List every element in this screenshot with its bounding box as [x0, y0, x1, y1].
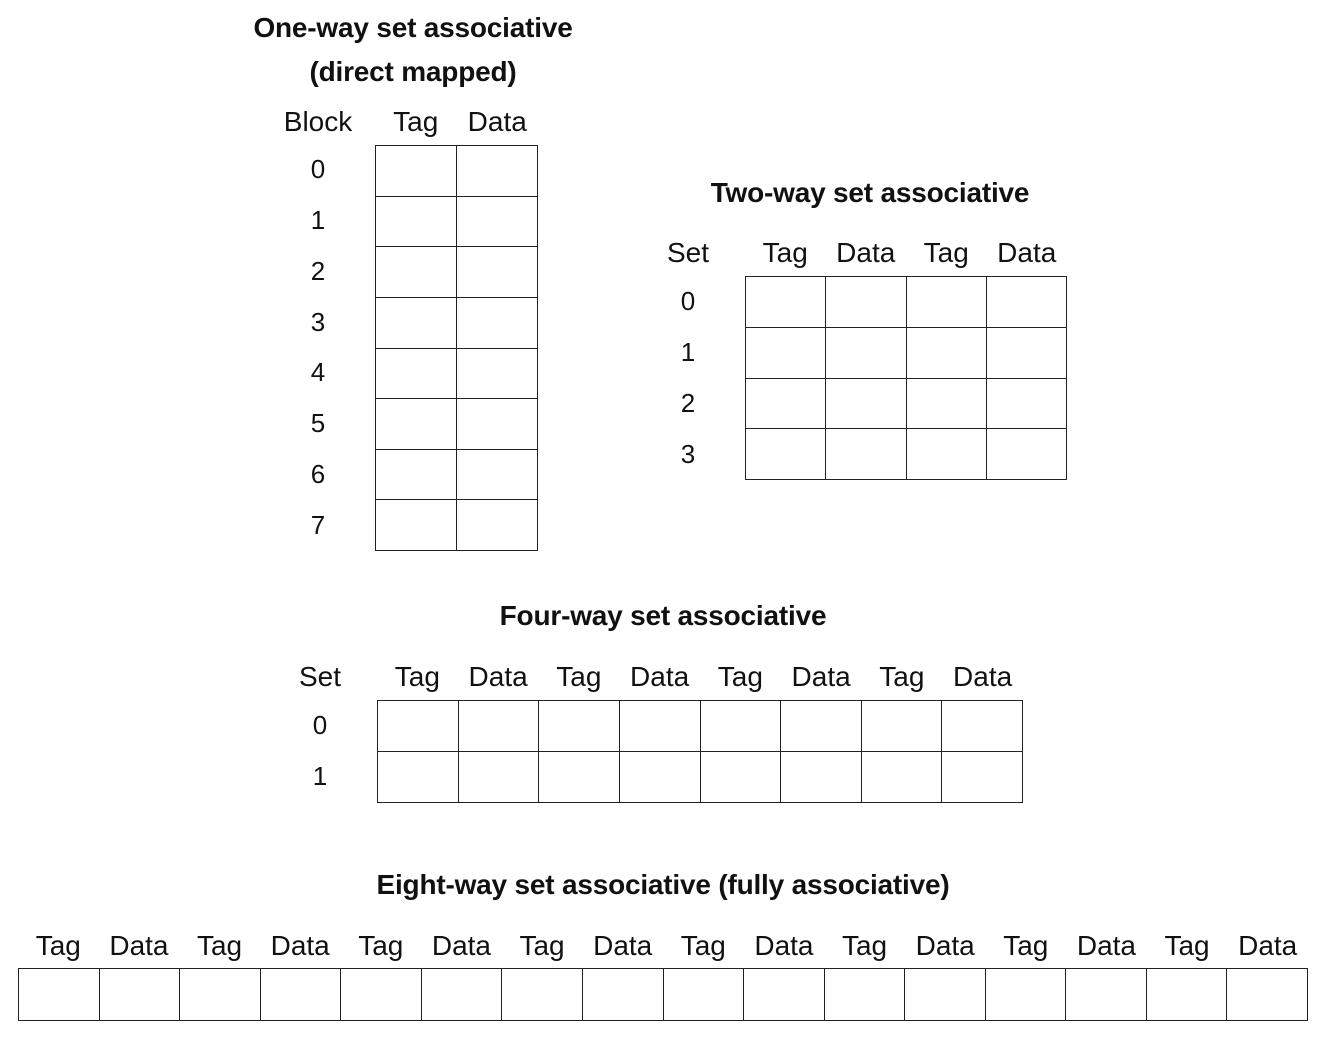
- two-way-row-header: Set: [666, 237, 710, 268]
- one-way-col-header-2: Data: [467, 106, 527, 137]
- two-way-title: Two-way set associative: [710, 177, 1030, 208]
- eight-way-data-cell: [744, 969, 825, 1021]
- four-way-row-label-0: 0: [312, 709, 328, 740]
- two-way-data-cell: [826, 429, 906, 480]
- eight-way-title: Eight-way set associative (fully associative): [376, 869, 950, 900]
- eight-way-col-header-9: Tag: [680, 930, 726, 961]
- four-way-col-header-5: Tag: [717, 661, 763, 692]
- four-way-tag-cell: [862, 752, 943, 803]
- two-way-row-label-2: 2: [680, 387, 696, 418]
- eight-way-data-cell: [1066, 969, 1147, 1021]
- eight-way-col-header-12: Data: [915, 930, 975, 961]
- four-way-col-header-7: Tag: [879, 661, 925, 692]
- eight-way-data-cell: [1227, 969, 1308, 1021]
- one-way-subtitle: (direct mapped): [309, 56, 517, 87]
- four-way-data-cell: [459, 701, 540, 752]
- one-way-row-label-7: 7: [310, 509, 326, 540]
- four-way-tag-cell: [378, 752, 459, 803]
- one-way-tag-cell: [376, 450, 457, 501]
- eight-way-col-header-11: Tag: [841, 930, 888, 961]
- four-way-data-cell: [942, 752, 1023, 803]
- four-way-data-cell: [620, 752, 701, 803]
- one-way-tag-cell: [376, 500, 457, 551]
- two-way-col-header-4: Data: [997, 237, 1057, 268]
- four-way-data-cell: [781, 752, 862, 803]
- eight-way-col-header-3: Tag: [196, 930, 243, 961]
- four-way-cache-table: [377, 700, 1023, 803]
- eight-way-col-header-2: Data: [109, 930, 169, 961]
- two-way-data-cell: [987, 328, 1067, 379]
- one-way-cache-table: [375, 145, 538, 551]
- eight-way-data-cell: [583, 969, 664, 1021]
- four-way-data-cell: [781, 701, 862, 752]
- one-way-data-cell: [457, 247, 538, 298]
- eight-way-tag-cell: [1147, 969, 1228, 1021]
- two-way-tag-cell: [746, 277, 826, 328]
- two-way-col-header-3: Tag: [923, 237, 969, 268]
- one-way-row-label-5: 5: [310, 408, 326, 439]
- four-way-col-header-8: Data: [953, 661, 1013, 692]
- four-way-tag-cell: [701, 701, 782, 752]
- eight-way-data-cell: [905, 969, 986, 1021]
- four-way-row-label-1: 1: [312, 761, 328, 792]
- one-way-data-cell: [457, 450, 538, 501]
- eight-way-col-header-13: Tag: [1003, 930, 1049, 961]
- one-way-row-label-0: 0: [310, 154, 326, 185]
- four-way-col-header-2: Data: [468, 661, 528, 692]
- eight-way-data-cell: [261, 969, 342, 1021]
- four-way-data-cell: [942, 701, 1023, 752]
- eight-way-col-header-7: Tag: [519, 930, 565, 961]
- one-way-data-cell: [457, 399, 538, 450]
- two-way-tag-cell: [746, 379, 826, 430]
- one-way-data-cell: [457, 146, 538, 197]
- eight-way-tag-cell: [19, 969, 100, 1021]
- two-way-tag-cell: [907, 277, 987, 328]
- two-way-data-cell: [826, 328, 906, 379]
- two-way-tag-cell: [907, 429, 987, 480]
- one-way-row-header: Block: [283, 106, 353, 137]
- eight-way-col-header-6: Data: [431, 930, 492, 961]
- one-way-tag-cell: [376, 298, 457, 349]
- eight-way-col-header-1: Tag: [35, 930, 81, 961]
- two-way-tag-cell: [907, 328, 987, 379]
- one-way-data-cell: [457, 197, 538, 248]
- eight-way-cache-table: [18, 968, 1308, 1021]
- one-way-data-cell: [457, 500, 538, 551]
- two-way-row-label-1: 1: [680, 336, 696, 367]
- eight-way-col-header-8: Data: [593, 930, 653, 961]
- one-way-data-cell: [457, 349, 538, 400]
- four-way-tag-cell: [378, 701, 459, 752]
- two-way-tag-cell: [907, 379, 987, 430]
- one-way-tag-cell: [376, 197, 457, 248]
- eight-way-data-cell: [422, 969, 503, 1021]
- one-way-row-label-6: 6: [310, 458, 326, 489]
- two-way-data-cell: [826, 379, 906, 430]
- eight-way-data-cell: [100, 969, 181, 1021]
- two-way-data-cell: [987, 379, 1067, 430]
- two-way-data-cell: [826, 277, 906, 328]
- one-way-row-label-4: 4: [310, 357, 326, 388]
- one-way-tag-cell: [376, 247, 457, 298]
- eight-way-tag-cell: [180, 969, 261, 1021]
- four-way-tag-cell: [862, 701, 943, 752]
- four-way-title: Four-way set associative: [499, 600, 827, 631]
- two-way-col-header-2: Data: [836, 237, 896, 268]
- one-way-col-header-1: Tag: [393, 106, 439, 137]
- four-way-col-header-1: Tag: [394, 661, 440, 692]
- eight-way-col-header-15: Tag: [1164, 930, 1210, 961]
- four-way-col-header-3: Tag: [556, 661, 602, 692]
- four-way-tag-cell: [701, 752, 782, 803]
- four-way-data-cell: [459, 752, 540, 803]
- one-way-row-label-3: 3: [310, 306, 326, 337]
- eight-way-tag-cell: [986, 969, 1067, 1021]
- two-way-data-cell: [987, 277, 1067, 328]
- two-way-row-label-3: 3: [680, 438, 696, 469]
- eight-way-tag-cell: [825, 969, 906, 1021]
- eight-way-tag-cell: [502, 969, 583, 1021]
- one-way-row-label-2: 2: [310, 255, 326, 286]
- four-way-data-cell: [620, 701, 701, 752]
- one-way-tag-cell: [376, 399, 457, 450]
- eight-way-tag-cell: [341, 969, 422, 1021]
- eight-way-col-header-10: Data: [754, 930, 814, 961]
- four-way-col-header-4: Data: [630, 661, 690, 692]
- one-way-tag-cell: [376, 146, 457, 197]
- two-way-cache-table: [745, 276, 1067, 480]
- one-way-title: One-way set associative: [253, 12, 573, 43]
- two-way-col-header-1: Tag: [762, 237, 808, 268]
- one-way-row-label-1: 1: [310, 205, 326, 236]
- two-way-data-cell: [987, 429, 1067, 480]
- one-way-tag-cell: [376, 349, 457, 400]
- four-way-col-header-6: Data: [791, 661, 851, 692]
- two-way-row-label-0: 0: [680, 285, 696, 316]
- eight-way-col-header-4: Data: [270, 930, 330, 961]
- eight-way-col-header-5: Tag: [358, 930, 404, 961]
- four-way-row-header: Set: [298, 661, 342, 692]
- four-way-tag-cell: [539, 752, 620, 803]
- eight-way-col-header-14: Data: [1076, 930, 1137, 961]
- eight-way-tag-cell: [664, 969, 745, 1021]
- two-way-tag-cell: [746, 429, 826, 480]
- eight-way-col-header-16: Data: [1238, 930, 1298, 961]
- two-way-tag-cell: [746, 328, 826, 379]
- four-way-tag-cell: [539, 701, 620, 752]
- one-way-data-cell: [457, 298, 538, 349]
